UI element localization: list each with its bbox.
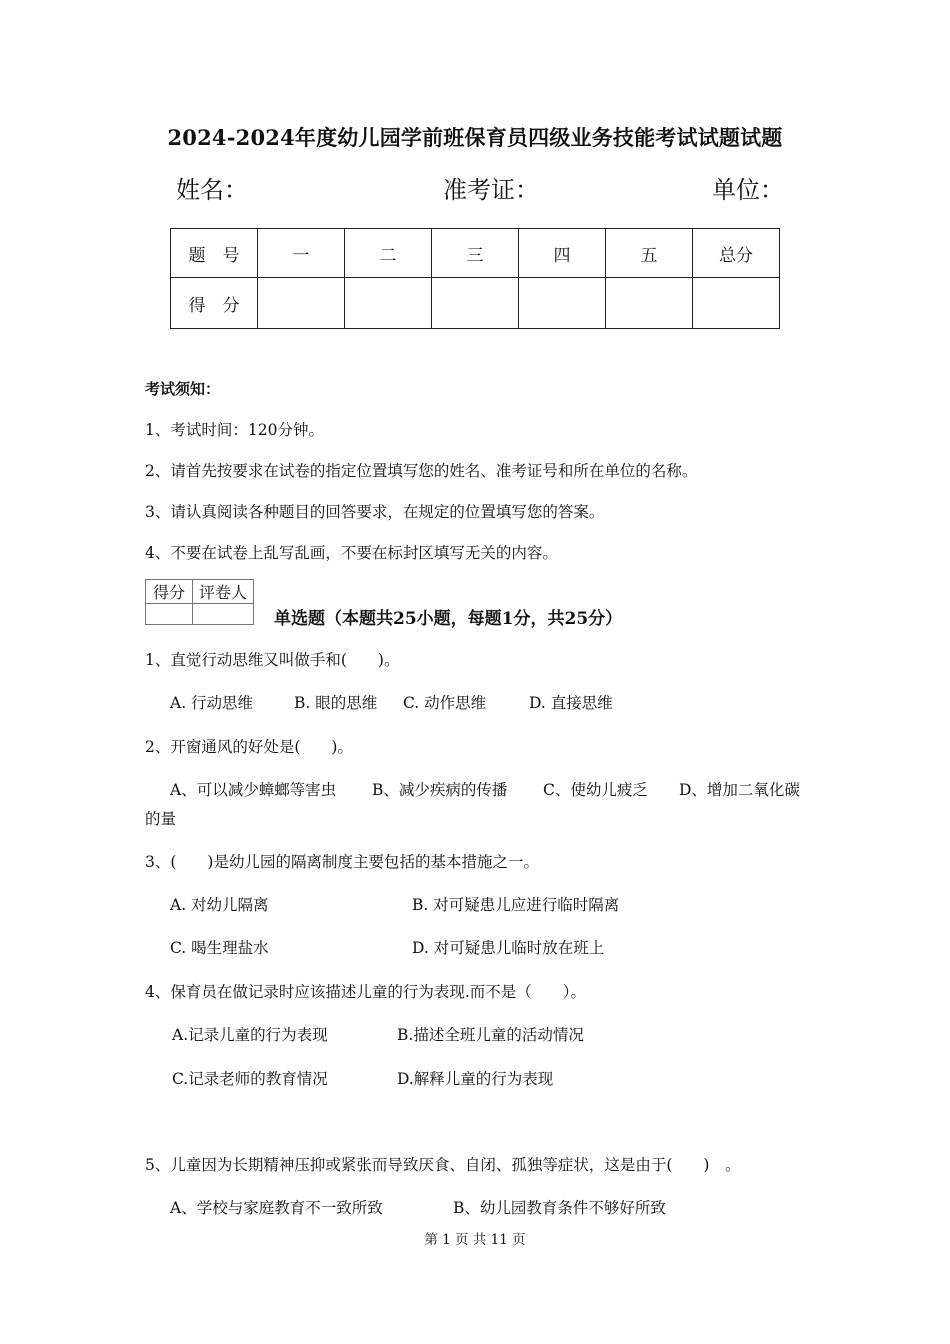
question-option-wrap: 的量 — [145, 810, 177, 828]
grader-box-grader-label: 评卷人 — [193, 580, 254, 604]
grader-box-score-label: 得分 — [146, 580, 193, 604]
exam-title: 2024-2024年度幼儿园学前班保育员四级业务技能考试试题试题 — [167, 125, 783, 150]
question-option[interactable]: D、增加二氧化碳 — [679, 781, 800, 799]
question-option[interactable]: A. 对幼儿隔离 — [170, 896, 269, 914]
exam-id-field-label: 准考证： — [443, 176, 539, 204]
score-table — [170, 228, 780, 329]
question-option[interactable]: B、幼儿园教育条件不够好所致 — [453, 1199, 666, 1217]
score-cell[interactable] — [606, 278, 693, 329]
name-field-label: 姓名： — [176, 176, 248, 204]
question-stem: 5、儿童因为长期精神压抑或紧张而导致厌食、自闭、孤独等症状，这是由于( ) 。 — [145, 1156, 741, 1174]
question-option[interactable]: C. 喝生理盐水 — [170, 939, 269, 957]
score-table-header-cell: 总分 — [693, 229, 780, 278]
question-option[interactable]: A、学校与家庭教育不一致所致 — [170, 1199, 383, 1217]
section-title: 单选题（本题共25小题，每题1分，共25分） — [274, 609, 623, 629]
question-option[interactable]: B. 眼的思维 — [294, 694, 378, 712]
score-row-label: 得 分 — [171, 278, 258, 329]
question-stem: 3、( )是幼儿园的隔离制度主要包括的基本措施之一。 — [145, 853, 539, 871]
question-option[interactable]: C.记录老师的教育情况 — [172, 1070, 328, 1088]
question-option[interactable]: C、使幼儿疲乏 — [543, 781, 648, 799]
score-table-header-cell: 四 — [519, 229, 606, 278]
score-table-header-cell: 二 — [345, 229, 432, 278]
score-cell[interactable] — [345, 278, 432, 329]
notice-item: 3、请认真阅读各种题目的回答要求，在规定的位置填写您的答案。 — [145, 503, 605, 521]
question-option[interactable]: A.记录儿童的行为表现 — [172, 1026, 328, 1044]
page-footer: 第 1 页 共 11 页 — [424, 1232, 526, 1248]
score-table-header-cell: 三 — [432, 229, 519, 278]
score-cell[interactable] — [432, 278, 519, 329]
score-table-header-cell: 一 — [258, 229, 345, 278]
question-option[interactable]: B.描述全班儿童的活动情况 — [397, 1026, 584, 1044]
question-stem: 2、开窗通风的好处是( )。 — [145, 738, 353, 756]
grader-box-grader-cell[interactable] — [193, 604, 254, 625]
unit-field-label: 单位： — [712, 176, 784, 204]
score-cell[interactable] — [693, 278, 780, 329]
score-table-header-row — [171, 229, 780, 278]
question-option[interactable]: A、可以减少蟑螂等害虫 — [170, 781, 337, 799]
question-option[interactable]: D.解释儿童的行为表现 — [397, 1070, 554, 1088]
question-option[interactable]: D. 对可疑患儿临时放在班上 — [412, 939, 605, 957]
score-cell[interactable] — [519, 278, 606, 329]
question-stem: 4、保育员在做记录时应该描述儿童的行为表现.而不是（ ）。 — [145, 983, 587, 1001]
question-option[interactable]: B、减少疾病的传播 — [372, 781, 508, 799]
notice-heading: 考试须知： — [145, 380, 221, 398]
score-table-score-row — [171, 278, 780, 329]
question-option[interactable]: A. 行动思维 — [170, 694, 254, 712]
question-option[interactable]: B. 对可疑患儿应进行临时隔离 — [412, 896, 620, 914]
question-option[interactable]: C. 动作思维 — [403, 694, 487, 712]
question-stem: 1、直觉行动思维又叫做手和( )。 — [145, 651, 400, 669]
grader-box-score-cell[interactable] — [146, 604, 193, 625]
score-table-header-cell: 题 号 — [171, 229, 258, 278]
question-option[interactable]: D. 直接思维 — [529, 694, 613, 712]
notice-item: 4、不要在试卷上乱写乱画，不要在标封区填写无关的内容。 — [145, 544, 558, 562]
notice-item: 2、请首先按要求在试卷的指定位置填写您的姓名、准考证号和所在单位的名称。 — [145, 462, 698, 480]
notice-item: 1、考试时间：120分钟。 — [145, 421, 324, 439]
grader-box — [145, 579, 254, 625]
score-table-header-cell: 五 — [606, 229, 693, 278]
score-cell[interactable] — [258, 278, 345, 329]
